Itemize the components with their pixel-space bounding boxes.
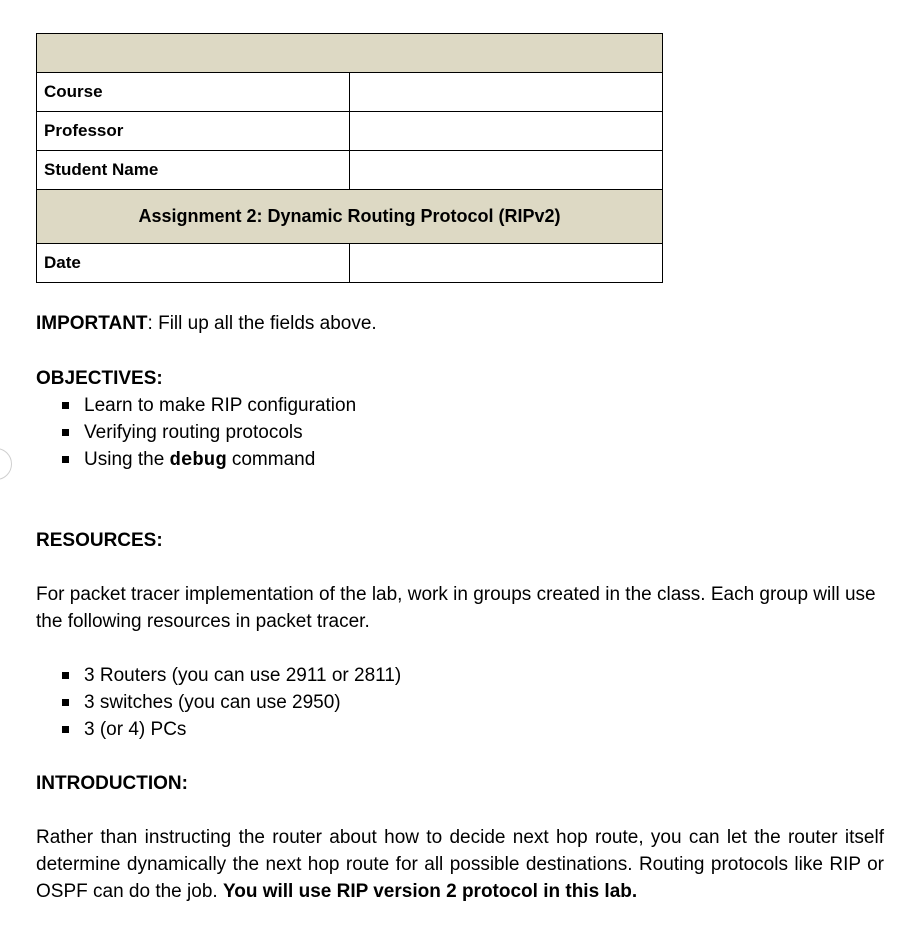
- table-row-course: [37, 73, 663, 112]
- objectives-heading: OBJECTIVES:: [36, 368, 163, 389]
- square-bullet-icon: [62, 726, 69, 733]
- student-name-label: Student Name: [37, 151, 350, 190]
- date-field[interactable]: [350, 244, 663, 283]
- list-item: [36, 392, 884, 419]
- introduction-paragraph: [36, 824, 884, 905]
- objectives-list: [36, 392, 884, 473]
- important-text: : Fill up all the fields above.: [147, 313, 377, 334]
- objective-text-before: Using the: [84, 449, 170, 470]
- square-bullet-icon: [62, 456, 69, 463]
- table-header-row: [37, 34, 663, 73]
- resources-heading: RESOURCES:: [36, 530, 163, 551]
- resources-list-wrapper: [36, 662, 884, 743]
- list-item: [36, 716, 884, 743]
- square-bullet-icon: [62, 672, 69, 679]
- professor-field[interactable]: [350, 112, 663, 151]
- student-name-field[interactable]: [350, 151, 663, 190]
- course-field[interactable]: [350, 73, 663, 112]
- square-bullet-icon: [62, 429, 69, 436]
- assignment-title: Assignment 2: Dynamic Routing Protocol (RIPv2): [37, 190, 663, 244]
- square-bullet-icon: [62, 699, 69, 706]
- important-note: [36, 310, 884, 337]
- info-table: [36, 33, 663, 283]
- list-item: [36, 662, 884, 689]
- resources-list: [36, 662, 884, 743]
- resource-text: 3 Routers (you can use 2911 or 2811): [84, 665, 402, 686]
- important-label: IMPORTANT: [36, 313, 148, 334]
- square-bullet-icon: [62, 402, 69, 409]
- introduction-bold-text: You will use RIP version 2 protocol in this lab.: [222, 881, 638, 902]
- table-row-assignment: [37, 190, 663, 244]
- introduction-text: Rather than instructing the router about how to decide next hop route, you can let the router itself determine dynamically the next hop route for all possible destinations. Routing protocols like RIP or OSPF can do the job.: [36, 827, 884, 902]
- list-item: [36, 689, 884, 716]
- objective-text-after: command: [226, 449, 316, 470]
- table-row-professor: [37, 112, 663, 151]
- resources-paragraph: For packet tracer implementation of the lab, work in groups created in the class. Each group will use the following resources in packet tracer.: [36, 584, 876, 632]
- resource-text: 3 (or 4) PCs: [84, 719, 187, 740]
- table-header-cell: [37, 34, 663, 73]
- list-item: [36, 419, 884, 446]
- table-row-student-name: [37, 151, 663, 190]
- date-label: Date: [37, 244, 350, 283]
- course-label: Course: [37, 73, 350, 112]
- introduction-heading: INTRODUCTION:: [36, 773, 188, 794]
- table-row-date: [37, 244, 663, 283]
- debug-command-code: debug: [169, 449, 227, 471]
- resource-text: 3 switches (you can use 2950): [84, 692, 341, 713]
- professor-label: Professor: [37, 112, 350, 151]
- objective-text: Verifying routing protocols: [84, 422, 303, 443]
- objectives-list-wrapper: [36, 392, 884, 473]
- edge-handle: [0, 448, 12, 480]
- objective-text: Learn to make RIP configuration: [84, 395, 357, 416]
- list-item: [36, 446, 884, 473]
